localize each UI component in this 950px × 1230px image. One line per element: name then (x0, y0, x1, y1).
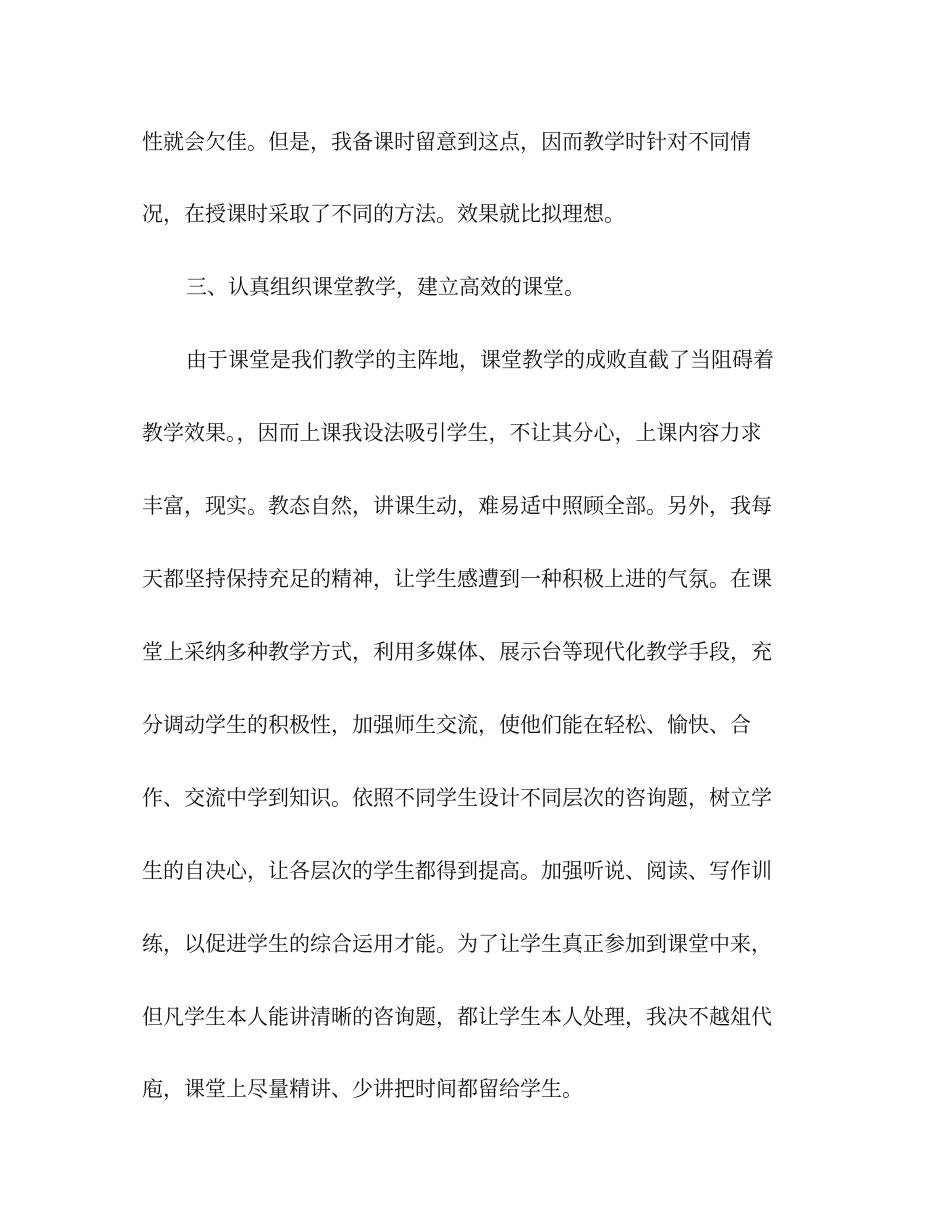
text-line: 生的自决心，让各层次的学生都得到提高。加强听说、阅读、写作训 (142, 859, 772, 883)
text-line: 但凡学生本人能讲清晰的咨询题，都让学生本人处理，我决不越俎代 (142, 1005, 772, 1029)
text-line: 分调动学生的积极性，加强师生交流，使他们能在轻松、愉快、合 (142, 713, 751, 737)
section-heading: 三、认真组织课堂教学，建立高效的课堂。 (186, 275, 585, 299)
text-line: 况，在授课时采取了不同的方法。效果就比拟理想。 (142, 202, 625, 226)
text-line: 性就会欠佳。但是，我备课时留意到这点，因而教学时针对不同情 (142, 130, 751, 154)
text-line: 丰富，现实。教态自然，讲课生动，难易适中照顾全部。另外，我每 (142, 494, 772, 518)
text-line: 教学效果。，因而上课我设法吸引学生，不让其分心，上课内容力求 (142, 421, 762, 445)
paragraph-first-line: 由于课堂是我们教学的主阵地，课堂教学的成败直截了当阻碍着 (186, 348, 774, 372)
text-line: 作、交流中学到知识。依照不同学生设计不同层次的咨询题，树立学 (142, 786, 772, 810)
text-line: 天都坚持保持充足的精神，让学生感遭到一种积极上进的气氛。在课 (142, 567, 772, 591)
text-line: 堂上采纳多种教学方式，利用多媒体、展示台等现代化教学手段，充 (142, 640, 772, 664)
text-line: 练，以促进学生的综合运用才能。为了让学生真正参加到课堂中来， (142, 932, 772, 956)
text-line: 庖，课堂上尽量精讲、少讲把时间都留给学生。 (142, 1077, 583, 1101)
